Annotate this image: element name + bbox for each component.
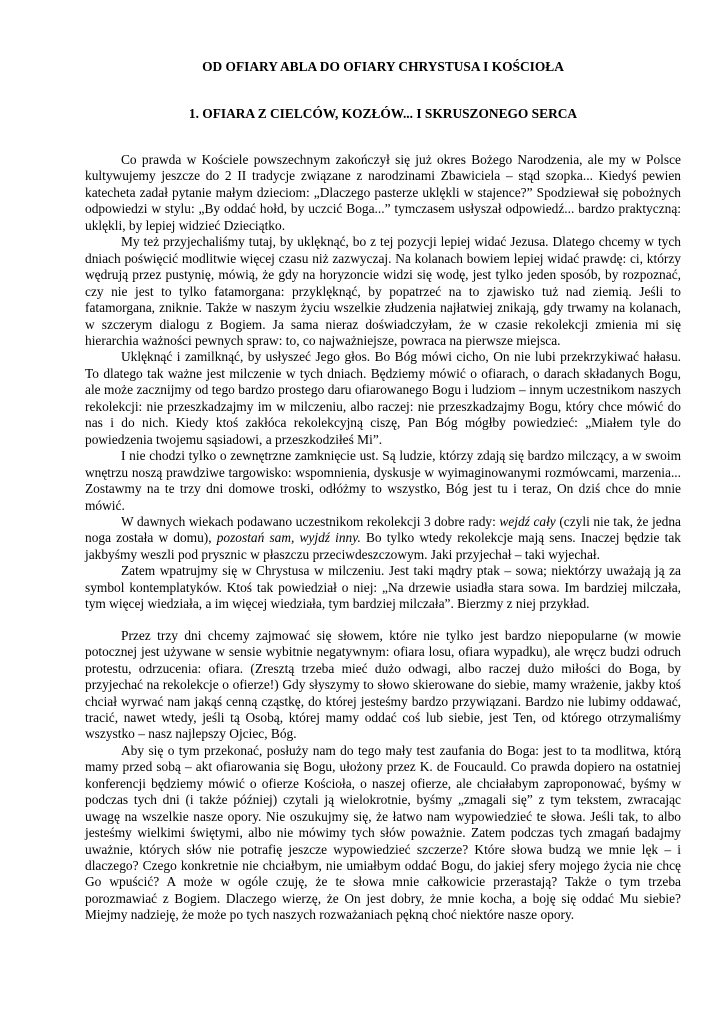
section-title: 1. OFIARA Z CIELCÓW, KOZŁÓW... I SKRUSZONEGO SERCA [188, 106, 578, 121]
paragraph-5-advice [85, 514, 681, 563]
document-body [85, 152, 681, 924]
paragraph-6: Zatem wpatrujmy się w Chrystusa w milczeniu. Jest taki mądry ptak – sowa; niektórzy uważają ją za symbol kontemplatyków. Ktoś tak powiedział o niej: „Na drzewie usiadła stara sowa. Im bardziej milczała, tym więcej wiedziała, a im więcej wiedziała, tym bardziej milczała”. Bierzmy z niej przykład. [85, 563, 681, 612]
advice-intro: W dawnych wiekach podawano uczestnikom rekolekcji 3 dobre rady: [121, 513, 500, 529]
paragraph-3: Uklęknąć i zamilknąć, by usłyszeć Jego głos. Bo Bóg mówi cicho, On nie lubi przekrzykiwać hałasu. To dlatego tak ważne jest milczenie w tych dniach. Będziemy mówić o ofiarach, o darach składanych Bogu, ale może zacznijmy od tego bardzo prostego daru ofiarowanego Bogu i ludziom – innym uczestnikom naszych rekolekcji: nie przeszkadzajmy im w milczeniu, albo raczej: nie przeszkadzajmy Bogu, który chce mówić do nas i do nich. Kiedy ktoś zakłóca rekolekcyjną ciszę, Pan Bóg mógłby powiedzieć: „Miałem tyle do powiedzenia twojemu sąsiadowi, a przeszkodziłeś Mi”. [85, 349, 681, 447]
advice-outro: Bo tylko wtedy rekolekcje mają sens. Inaczej będzie tak jakbyśmy weszli pod prysznic w płaszczu przeciwdeszczowym. Jaki przyjechał – taki wyjechał. [85, 530, 681, 562]
document-page [85, 58, 681, 924]
paragraph-7: Przez trzy dni chcemy zajmować się słowem, które nie tylko jest bardzo niepopularne (w mowie potocznej jest używane w sensie wybitnie negatywnym: ofiara losu, ofiara wypadku), ale wręcz budzi odruch protestu, odrzucenia: ofiara. (Zresztą trzeba mieć dużo odwagi, albo raczej dużo miłości do Boga, by przyjechać na rekolekcje o ofierze!) Gdy słyszymy to słowo skierowane do siebie, mamy wrażenie, jakby ktoś chciał wyrwać nam jakąś cenną cząstkę, do której jesteśmy bardzo przywiązani. Bardzo nie lubimy oddawać, tracić, nawet wtedy, jeśli tą Osobą, której mamy oddać coś lub siebie, jest Ten, od którego otrzymaliśmy wszystko – nasz najlepszy Ojciec, Bóg. [85, 627, 681, 742]
paragraph-1: Co prawda w Kościele powszechnym zakończył się już okres Bożego Narodzenia, ale my w Polsce kultywujemy jeszcze do 2 II tradycje związane z narodzinami Zbawiciela – stąd szopka... Kiedyś pewien katecheta zadał pytanie małym dzieciom: „Dlaczego pasterze uklękli w stajence?” Spodziewał się pobożnych odpowiedzi w stylu: „By oddać hołd, by uczcić Boga...” tymczasem usłyszał odpowiedź... bardzo praktyczną: uklękli, by lepiej widzieć Dzieciątko. [85, 152, 681, 233]
advice-rule-2: pozostań sam, wyjdź inny. [216, 530, 361, 546]
advice-middle: (czyli nie tak, że jedna noga została w domu), [85, 513, 682, 546]
advice-rule-1: wejdź cały [499, 513, 556, 529]
paragraph-4: I nie chodzi tylko o zewnętrzne zamknięcie ust. Są ludzie, którzy zdają się bardzo milczący, a w swoim wnętrzu noszą prawdziwe targowisko: wspomnienia, dyskusje w wyimaginowanymi rozmówcami, marzenia... Zostawmy na te trzy dni domowe troski, odłóżmy to wszystko, Bóg jest tu i teraz, On dziś chce do mnie mówić. [85, 448, 681, 513]
paragraph-8: Aby się o tym przekonać, posłuży nam do tego mały test zaufania do Boga: jest to ta modlitwa, którą mamy przed sobą – akt ofiarowania się Bogu, ułożony przez K. de Foucauld. Co prawda dopiero na ostatniej konferencji będziemy mówić o ofierze Kościoła, o naszej ofierze, ale chciałabym zaproponować, byśmy w podczas tych dni (i także później) czytali ją wielokrotnie, byśmy „zmagali się” z tym tekstem, zwracając uwagę na wszelkie nasze opory. Nie oszukujmy się, że łatwo nam wypowiedzieć te słowa. Jeśli tak, to albo jesteśmy wielkimi świętymi, albo nie mówimy tych słów poważnie. Zatem podczas tych zmagań badajmy uważnie, których słów nie potrafię jeszcze wypowiedzieć szczerze? Które słowa budzą we mnie lęk – i dlaczego? Czego konkretnie nie chciałbym, nie umiałbym oddać Bogu, do jakiej sfery mojego życia nie chcę Go wpuścić? A może w ogóle czuję, że te słowa mnie całkowicie przerastają? Także o tym trzeba porozmawiać z Bogiem. Dlaczego wierzę, że On jest dobry, że mnie kocha, a boję się oddać Mu siebie? Miejmy nadzieję, że może po tych naszych rozważaniach pękną choć niektóre nasze opory. [85, 742, 681, 923]
paragraph-2: My też przyjechaliśmy tutaj, by uklęknąć, bo z tej pozycji lepiej widać Jezusa. Dlatego chcemy w tych dniach poświęcić modlitwie więcej czasu niż zazwyczaj. Na kolanach bowiem lepiej widać prawdę: ci, którzy wędrują przez pustynię, mówią, że gdy na horyzoncie widzi się wodę, jest tylko jeden sposób, by rozpoznać, czy nie jest to tylko fatamorgana: przyklęknąć, by popatrzeć na to zjawisko tuż nad ziemią. Jeśli to fatamorgana, zniknie. Także w naszym życiu wszelkie złudzenia najłatwiej znikają, gdy trwamy na kolanach, w szczerym dialogu z Bogiem. Ja sama nieraz doświadczyłam, że w czasie rekolekcji zmienia mi się hierarchia ważności pewnych spraw: to, co najważniejsze, powraca na pierwsze miejsca. [85, 234, 681, 348]
document-title: OD OFIARY ABLA DO OFIARY CHRYSTUSA I KOŚCIOŁA [202, 59, 564, 74]
